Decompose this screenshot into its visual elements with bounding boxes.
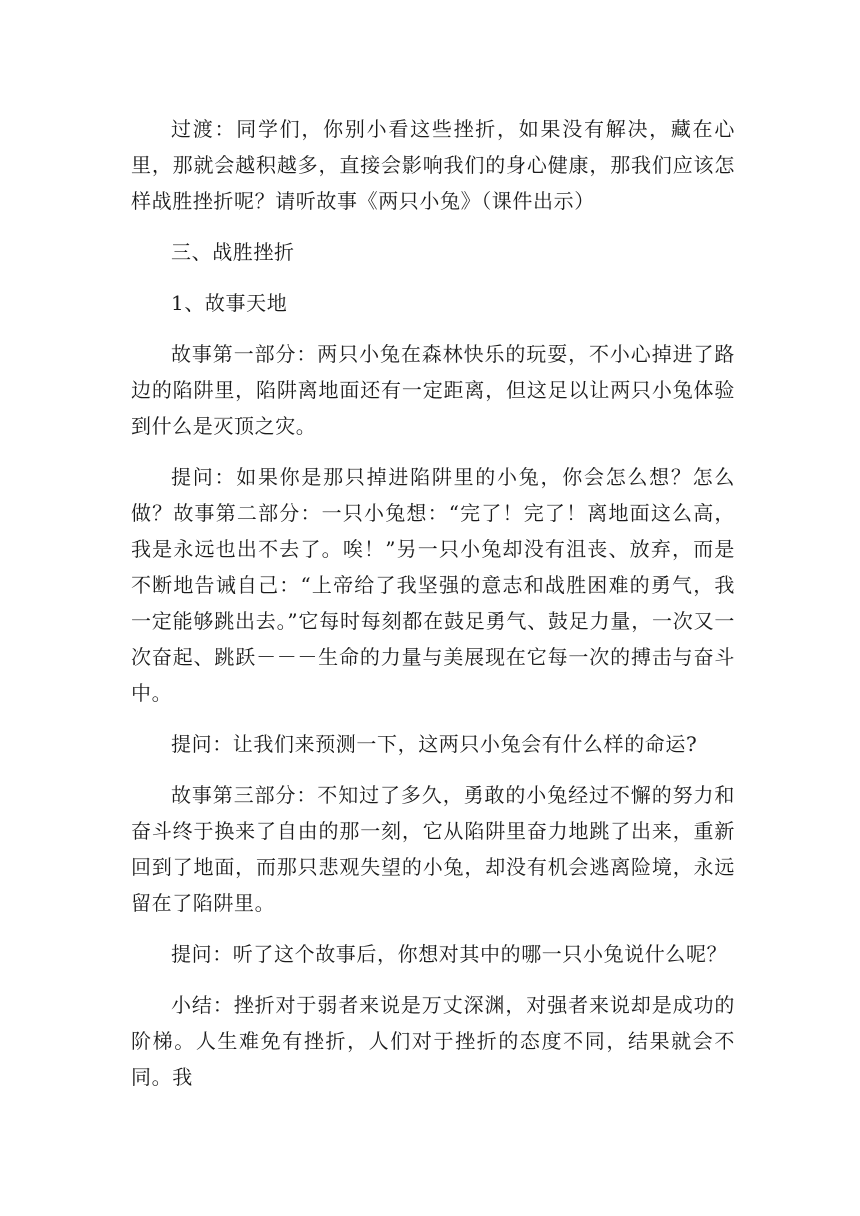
- paragraph-transition: 过渡：同学们，你别小看这些挫折，如果没有解决，藏在心里，那就会越积越多，直接会影响我们的身心健康，那我们应该怎样战胜挫折呢？请听故事《两只小兔》（课件出示）: [131, 117, 735, 213]
- section-heading-overcome-setbacks: 三、战胜挫折: [171, 240, 295, 264]
- document-body: [131, 111, 735, 1095]
- paragraph-question-and-story-part-two: 提问：如果你是那只掉进陷阱里的小兔，你会怎么想？怎么做？故事第二部分：一只小兔想：“完了！完了！离地面这么高，我是永远也出不去了。唉！”另一只小兔却没有沮丧、放弃，而是不断地告诫自己：“上帝给了我坚强的意志和战胜困难的勇气，我一定能够跳出去。”它每时每刻都在鼓足勇气、鼓足力量，一次又一次奋起、跳跃－－－生命的力量与美展现在它每一次的搏击与奋斗中。: [131, 465, 735, 705]
- paragraph-summary: 小结：挫折对于弱者来说是万丈深渊，对强者来说却是成功的阶梯。人生难免有挫折，人们对于挫折的态度不同，结果就会不同。我: [131, 993, 735, 1089]
- paragraph-question-what-to-say: 提问：听了这个故事后，你想对其中的哪一只小兔说什么呢？: [171, 942, 728, 966]
- paragraph-question-predict-fate: 提问：让我们来预测一下，这两只小兔会有什么样的命运?: [171, 732, 698, 756]
- subsection-heading-story-world: 1、故事天地: [171, 291, 288, 315]
- paragraph-story-part-one: 故事第一部分：两只小兔在森林快乐的玩耍，不小心掉进了路边的陷阱里，陷阱离地面还有一定距离，但这足以让两只小兔体验到什么是灭顶之灾。: [131, 342, 735, 438]
- paragraph-story-part-three: 故事第三部分：不知过了多久，勇敢的小兔经过不懈的努力和奋斗终于换来了自由的那一刻，它从陷阱里奋力地跳了出来，重新回到了地面，而那只悲观失望的小兔，却没有机会逃离险境，永远留在了陷阱里。: [131, 783, 735, 915]
